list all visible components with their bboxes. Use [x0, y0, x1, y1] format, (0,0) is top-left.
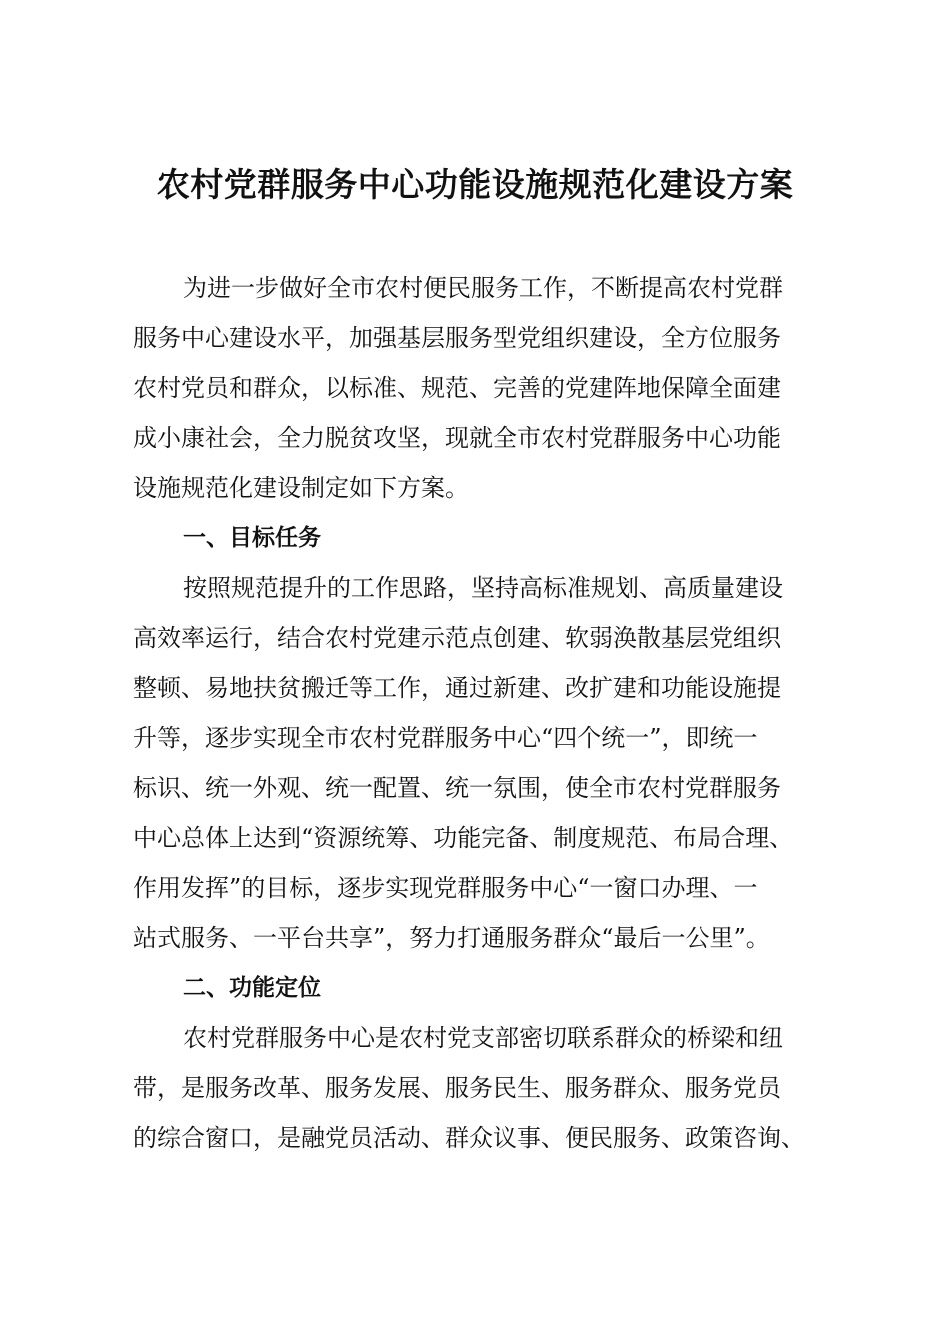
document-title: 农村党群服务中心功能设施规范化建设方案	[156, 165, 794, 204]
section-heading: 一、目标任务	[183, 525, 321, 551]
body-line: 按照规范提升的工作思路，坚持高标准规划、高质量建设	[183, 574, 783, 602]
body-line: 设施规范化建设制定如下方案。	[133, 474, 469, 502]
body-line: 高效率运行，结合农村党建示范点创建、软弱涣散基层党组织	[133, 624, 781, 652]
section-heading: 二、功能定位	[183, 975, 321, 1001]
body-line: 作用发挥”的目标，逐步实现党群服务中心“一窗口办理、一	[133, 874, 758, 902]
body-line: 农村党群服务中心是农村党支部密切联系群众的桥梁和纽	[183, 1024, 783, 1052]
body-line: 中心总体上达到“资源统筹、功能完备、制度规范、布局合理、	[133, 824, 794, 852]
body-line: 整顿、易地扶贫搬迁等工作，通过新建、改扩建和功能设施提	[133, 674, 781, 702]
body-line: 的综合窗口，是融党员活动、群众议事、便民服务、政策咨询、	[133, 1124, 805, 1152]
body-line: 站式服务、一平台共享”，努力打通服务群众“最后一公里”。	[133, 924, 770, 952]
body-line: 农村党员和群众，以标准、规范、完善的党建阵地保障全面建	[133, 374, 781, 402]
document-body	[133, 268, 845, 1168]
body-line: 升等，逐步实现全市农村党群服务中心“四个统一”，即统一	[133, 724, 758, 752]
body-line: 为进一步做好全市农村便民服务工作，不断提高农村党群	[183, 274, 783, 302]
body-line: 带，是服务改革、服务发展、服务民生、服务群众、服务党员	[133, 1074, 781, 1102]
body-line: 标识、统一外观、统一配置、统一氛围，使全市农村党群服务	[133, 774, 781, 802]
body-line: 服务中心建设水平，加强基层服务型党组织建设，全方位服务	[133, 324, 781, 352]
body-line: 成小康社会，全力脱贫攻坚，现就全市农村党群服务中心功能	[133, 424, 781, 452]
